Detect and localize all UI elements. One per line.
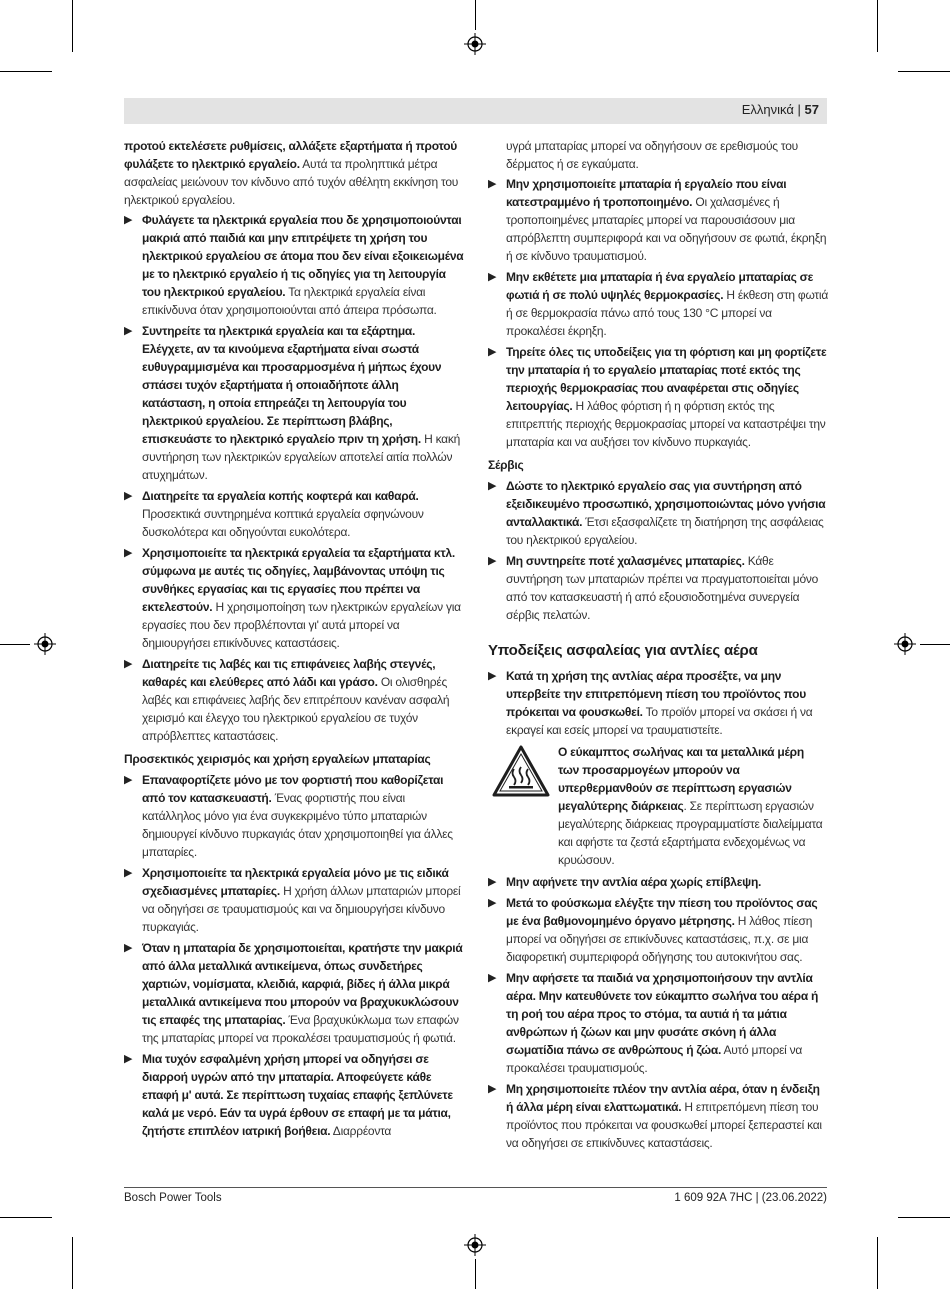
crop-mark	[72, 1237, 73, 1289]
continuation-text: υγρά μπαταρίας μπορεί να οδηγήσουν σε ερεθισμούς του δέρματος ή σε εγκαύματα.	[506, 139, 798, 171]
warning-bold: Ο εύκαμπτος σωλήνας και τα μεταλλικά μέρη των προσαρμογέων μπορούν να υπερθερμανθούν σε περίπτωση εργασιών μεγαλύτερης διάρκειας	[558, 745, 804, 813]
item-normal: Η χρησιμοποίηση των ηλεκτρικών εργαλείων για εργασίες που δεν προβλέπονται γι' αυτά μπορεί να δημιουργήσει επικίνδυνες καταστάσεις.	[142, 600, 461, 650]
item-bold: Μην αφήνετε την αντλία αέρα χωρίς επίβλεψη.	[506, 875, 762, 889]
list-item	[124, 655, 464, 745]
bullet-arrow-icon: ▶	[488, 271, 497, 283]
item-bold: Μια τυχόν εσφαλμένη χρήση μπορεί να οδηγήσει σε διαρροή υγρών από την μπαταρία. Αποφεύγετε κάθε επαφή μ' αυτά. Σε περίπτωση τυχαίας επαφής ξεπλύνετε καλά με νερό. Εάν τα υγρά έρθουν σε επαφή με τα μάτια, ζητήστε επιπλέον ιατρική βοήθεια.	[142, 1052, 453, 1138]
item-normal: Ένα βραχυκύκλωμα των επαφών της μπαταρίας μπορεί να προκαλέσει τραυματισμούς ή φωτιά.	[142, 1013, 459, 1045]
crop-mark	[898, 1217, 950, 1218]
bullet-arrow-icon: ▶	[124, 942, 133, 954]
bullet-arrow-icon: ▶	[124, 214, 133, 226]
bullet-arrow-icon: ▶	[488, 670, 497, 682]
registration-mark-icon	[34, 633, 56, 655]
list-item	[124, 487, 464, 541]
bullet-arrow-icon: ▶	[124, 325, 133, 337]
list-item	[488, 268, 828, 340]
list-item	[124, 1050, 464, 1140]
item-normal: Το προϊόν μπορεί να σκάσει ή να εκραγεί και εσείς μπορεί να τραυματιστείτε.	[506, 705, 813, 737]
item-normal: Η λάθος φόρτιση ή η φόρτιση εκτός της επιτρεπτής περιοχής θερμοκρασίας μπορεί να καταστρέψει την μπαταρία και να αυξήσει τον κίνδυνο πυρκαγιάς.	[506, 399, 826, 449]
list-item	[488, 873, 828, 891]
bullet-arrow-icon: ▶	[488, 178, 497, 190]
registration-mark-icon	[464, 33, 486, 55]
bullet-arrow-icon: ▶	[124, 658, 133, 670]
registration-mark-icon	[464, 1234, 486, 1256]
item-normal: Ένας φορτιστής που είναι κατάλληλος μόνο για ένα συγκεκριμένο τύπο μπαταριών δημιουργεί κίνδυνο πυρκαγιάς όταν χρησιμοποιηθεί για άλλες μπαταρίες.	[142, 791, 453, 859]
item-bold: Διατηρείτε τις λαβές και τις επιφάνειες λαβής στεγνές, καθαρές και ελεύθερες από λάδι και γράσο.	[142, 657, 436, 689]
item-bold: Φυλάγετε τα ηλεκτρικά εργαλεία που δε χρησιμοποιούνται μακριά από παιδιά και μην επιτρέψετε τη χρήση του ηλεκτρικού εργαλείου σε άτομα που δεν είναι εξοικειωμένα με το ηλεκτρικό εργαλείο ή τις οδηγίες για τη λειτουργία του ηλεκτρικού εργαλείου.	[142, 213, 464, 299]
crop-mark	[72, 0, 73, 52]
list-item	[124, 864, 464, 936]
continuation-paragraph	[488, 137, 828, 173]
item-bold: Χρησιμοποιείτε τα ηλεκτρικά εργαλεία μόνο με τις ειδικά σχεδιασμένες μπαταρίες.	[142, 866, 449, 898]
item-bold: Συντηρείτε τα ηλεκτρικά εργαλεία και τα εξάρτημα. Ελέγχετε, αν τα κινούμενα εξαρτήματα είναι σωστά ευθυγραμμισμένα και προσαρμοσμένα ή μήπως έχουν σπάσει τυχόν εξαρτήματα ή οποιαδήποτε άλλη κατάσταση, η οποία επηρεάζει τη λειτουργία του ηλεκτρικού εργαλείου. Σε περίπτωση βλάβης, επισκευάστε το ηλεκτρικό εργαλείο πριν τη χρήση.	[142, 324, 442, 446]
bullet-arrow-icon: ▶	[124, 774, 133, 786]
bullet-arrow-icon: ▶	[124, 867, 133, 879]
item-normal: Η επιτρεπόμενη πίεση του προϊόντος που πρόκειται να φουσκωθεί μπορεί ξεπεραστεί και να οδηγήσει σε επικίνδυνες καταστάσεις.	[506, 1100, 822, 1150]
service-subheading: Σέρβις	[488, 458, 524, 472]
item-bold: Χρησιμοποιείτε τα ηλεκτρικά εργαλεία τα εξαρτήματα κτλ. σύμφωνα με αυτές τις οδηγίες, λαμβάνοντας υπόψη τις συνθήκες εργασίας και τις εργασίες που πρέπει να εκτελεστούν.	[142, 546, 455, 614]
right-column	[488, 137, 828, 1155]
item-bold: Τηρείτε όλες τις υποδείξεις για τη φόρτιση και μη φορτίζετε την μπαταρία ή το εργαλείο μπαταρίας ποτέ εκτός της περιοχής θερμοκρασίας που αναφέρεται στις οδηγίες λειτουργίας.	[506, 345, 827, 413]
item-normal: Τα ηλεκτρικά εργαλεία είναι επικίνδυνα όταν χρησιμοποιούνται από άπειρα πρόσωπα.	[142, 285, 437, 317]
item-normal: Η έκθεση στη φωτιά ή σε θερμοκρασία πάνω από τους 130 °C μπορεί να προκαλέσει έκρηξη.	[506, 288, 829, 338]
item-normal: Προσεκτικά συντηρημένα κοπτικά εργαλεία σφηνώνουν δυσκολότερα και οδηγούνται ευκολότερα.	[142, 507, 424, 539]
footer-doc-id: 1 609 92A 7HC | (23.06.2022)	[674, 1192, 827, 1204]
bullet-arrow-icon: ▶	[124, 490, 133, 502]
bullet-arrow-icon: ▶	[488, 972, 497, 984]
list-item	[488, 552, 828, 624]
item-bold: Δώστε το ηλεκτρικό εργαλείο σας για συντήρηση από εξειδικευμένο προσωπικό, χρησιμοποιώντας μόνο γνήσια ανταλλακτικά.	[506, 479, 826, 529]
crop-mark	[0, 644, 30, 645]
intro-bold: προτού εκτελέσετε ρυθμίσεις, αλλάξετε εξαρτήματα ή προτού φυλάξετε το ηλεκτρικό εργαλείο.	[124, 139, 458, 171]
warning-normal: . Σε περίπτωση εργασιών μεγαλύτερης διάρκειας προγραμματίστε διαλείμματα και αφήστε τα ζεστά εξαρτήματα ενδεχομένως να κρυώσουν.	[558, 799, 823, 867]
bullet-arrow-icon: ▶	[488, 897, 497, 909]
list-item	[488, 667, 828, 739]
hot-surface-warning	[488, 743, 828, 869]
hot-surface-warning-icon	[492, 745, 550, 797]
list-item	[488, 894, 828, 966]
battery-subheading: Προσεκτικός χειρισμός και χρήση εργαλείων μπαταρίας	[124, 752, 431, 766]
item-bold: Διατηρείτε τα εργαλεία κοπής κοφτερά και καθαρά.	[142, 489, 419, 503]
list-item	[488, 477, 828, 549]
crop-mark	[877, 0, 878, 52]
bullet-arrow-icon: ▶	[488, 1083, 497, 1095]
footer-brand: Bosch Power Tools	[124, 1192, 222, 1204]
footer-rule	[124, 1187, 827, 1188]
crop-mark	[877, 1237, 878, 1289]
item-bold: Κατά τη χρήση της αντλίας αέρα προσέξτε, να μην υπερβείτε την επιτρεπόμενη πίεση του προϊόντος που πρόκειται να φουσκωθεί.	[506, 669, 806, 719]
item-bold: Μη χρησιμοποιείτε πλέον την αντλία αέρα, όταν η ένδειξη ή άλλα μέρη είναι ελαττωματικά.	[506, 1082, 820, 1114]
bullet-arrow-icon: ▶	[124, 547, 133, 559]
item-bold: Επαναφορτίζετε μόνο με τον φορτιστή που καθορίζεται από τον κατασκευαστή.	[142, 773, 444, 805]
item-normal: Κάθε συντήρηση των μπαταριών πρέπει να πραγματοποιείται μόνο από τον κατασκευαστή ή από εξουσιοδοτημένα συνεργεία σέρβις πελατών.	[506, 554, 819, 622]
item-normal: Η χρήση άλλων μπαταριών μπορεί να οδηγήσει σε τραυματισμούς και να δημιουργήσει κίνδυνο πυρκαγιάς.	[142, 884, 461, 934]
list-item	[124, 771, 464, 861]
crop-mark	[0, 71, 52, 72]
item-normal: Οι χαλασμένες ή τροποποιημένες μπαταρίες μπορεί να παρουσιάσουν μια απρόβλεπτη συμπεριφορά και να οδηγήσουν σε φωτιά, έκρηξη ή σε κίνδυνο τραυματισμού.	[506, 195, 827, 263]
item-bold: Όταν η μπαταρία δε χρησιμοποιείται, κρατήστε την μακριά από άλλα μεταλλικά αντικείμενα, όπως συνδετήρες χαρτιών, νομίσματα, κλειδιά, καρφιά, βίδες ή άλλα μικρά μεταλλικά αντικείμενα που μπορούν να βραχυκυκλώσουν τις επαφές της μπαταρίας.	[142, 941, 463, 1027]
item-normal: Διαρρέοντα	[332, 1124, 392, 1138]
item-normal: Η κακή συντήρηση των ηλεκτρικών εργαλείων αποτελεί αιτία πολλών ατυχημάτων.	[142, 432, 461, 482]
bullet-arrow-icon: ▶	[488, 480, 497, 492]
list-item	[124, 322, 464, 484]
crop-mark	[475, 1259, 476, 1289]
item-bold: Μην χρησιμοποιείτε μπαταρία ή εργαλείο που είναι κατεστραμμένο ή τροποποιημένο.	[506, 177, 787, 209]
section-title: Υποδείξεις ασφαλείας για αντλίες αέρα	[488, 642, 758, 659]
bullet-arrow-icon: ▶	[488, 876, 497, 888]
list-item	[488, 343, 828, 451]
item-bold: Μη συντηρείτε ποτέ χαλασμένες μπαταρίες.	[506, 554, 745, 568]
item-bold: Μην αφήσετε τα παιδιά να χρησιμοποιήσουν την αντλία αέρα. Μην κατευθύνετε τον εύκαμπτο σωλήνα του αέρα ή τη ροή του αέρα προς το στόμα, τα αυτιά ή τα μάτια ανθρώπων ή ζώων και μην φυσάτε σκόνη ή άλλα σωματίδια πάνω σε ανθρώπους ή ζώα.	[506, 971, 819, 1057]
item-normal: Οι ολισθηρές λαβές και επιφάνειες λαβής δεν επιτρέπουν κανέναν ασφαλή χειρισμό και έλεγχο του ηλεκτρικού εργαλείου σε τυχόν απρόβλεπτες καταστάσεις.	[142, 675, 450, 743]
list-item	[488, 175, 828, 265]
item-bold: Μετά το φούσκωμα ελέγξτε την πίεση του προϊόντος σας με ένα βαθμονομημένο όργανο μέτρησης.	[506, 896, 818, 928]
registration-mark-icon	[894, 633, 916, 655]
bullet-arrow-icon: ▶	[488, 555, 497, 567]
bullet-arrow-icon: ▶	[488, 346, 497, 358]
list-item	[124, 211, 464, 319]
header-language: Ελληνικά	[741, 102, 794, 117]
left-column	[124, 137, 464, 1143]
list-item	[488, 1080, 828, 1152]
item-bold: Μην εκθέτετε μια μπαταρία ή ένα εργαλείο μπαταρίας σε φωτιά ή σε πολύ υψηλές θερμοκρασίες.	[506, 270, 814, 302]
bullet-arrow-icon: ▶	[124, 1053, 133, 1065]
intro-normal: Αυτά τα προληπτικά μέτρα ασφαλείας μειώνουν τον κίνδυνο από τυχόν αθέλητη εκκίνηση του ηλεκτρικού εργαλείου.	[124, 157, 459, 207]
item-normal: Αυτό μπορεί να προκαλέσει τραυματισμούς.	[506, 1043, 803, 1075]
crop-mark	[475, 0, 476, 30]
item-normal: Η λάθος πίεση μπορεί να οδηγήσει σε επικίνδυνες καταστάσεις, π.χ. σε μια διαφορετική συμπεριφορά οδήγησης του αυτοκινήτου σας.	[506, 914, 813, 964]
list-item	[488, 969, 828, 1077]
page-header	[124, 98, 827, 124]
intro-paragraph	[124, 137, 464, 209]
list-item	[124, 939, 464, 1047]
item-normal: Έτσι εξασφαλίζετε τη διατήρηση της ασφάλειας του ηλεκτρικού εργαλείου.	[506, 515, 824, 547]
page-header-text	[742, 102, 819, 117]
page-number: 57	[804, 102, 819, 117]
list-item	[124, 544, 464, 652]
crop-mark	[0, 1217, 52, 1218]
header-separator: |	[797, 102, 801, 117]
crop-mark	[920, 644, 950, 645]
crop-mark	[898, 71, 950, 72]
